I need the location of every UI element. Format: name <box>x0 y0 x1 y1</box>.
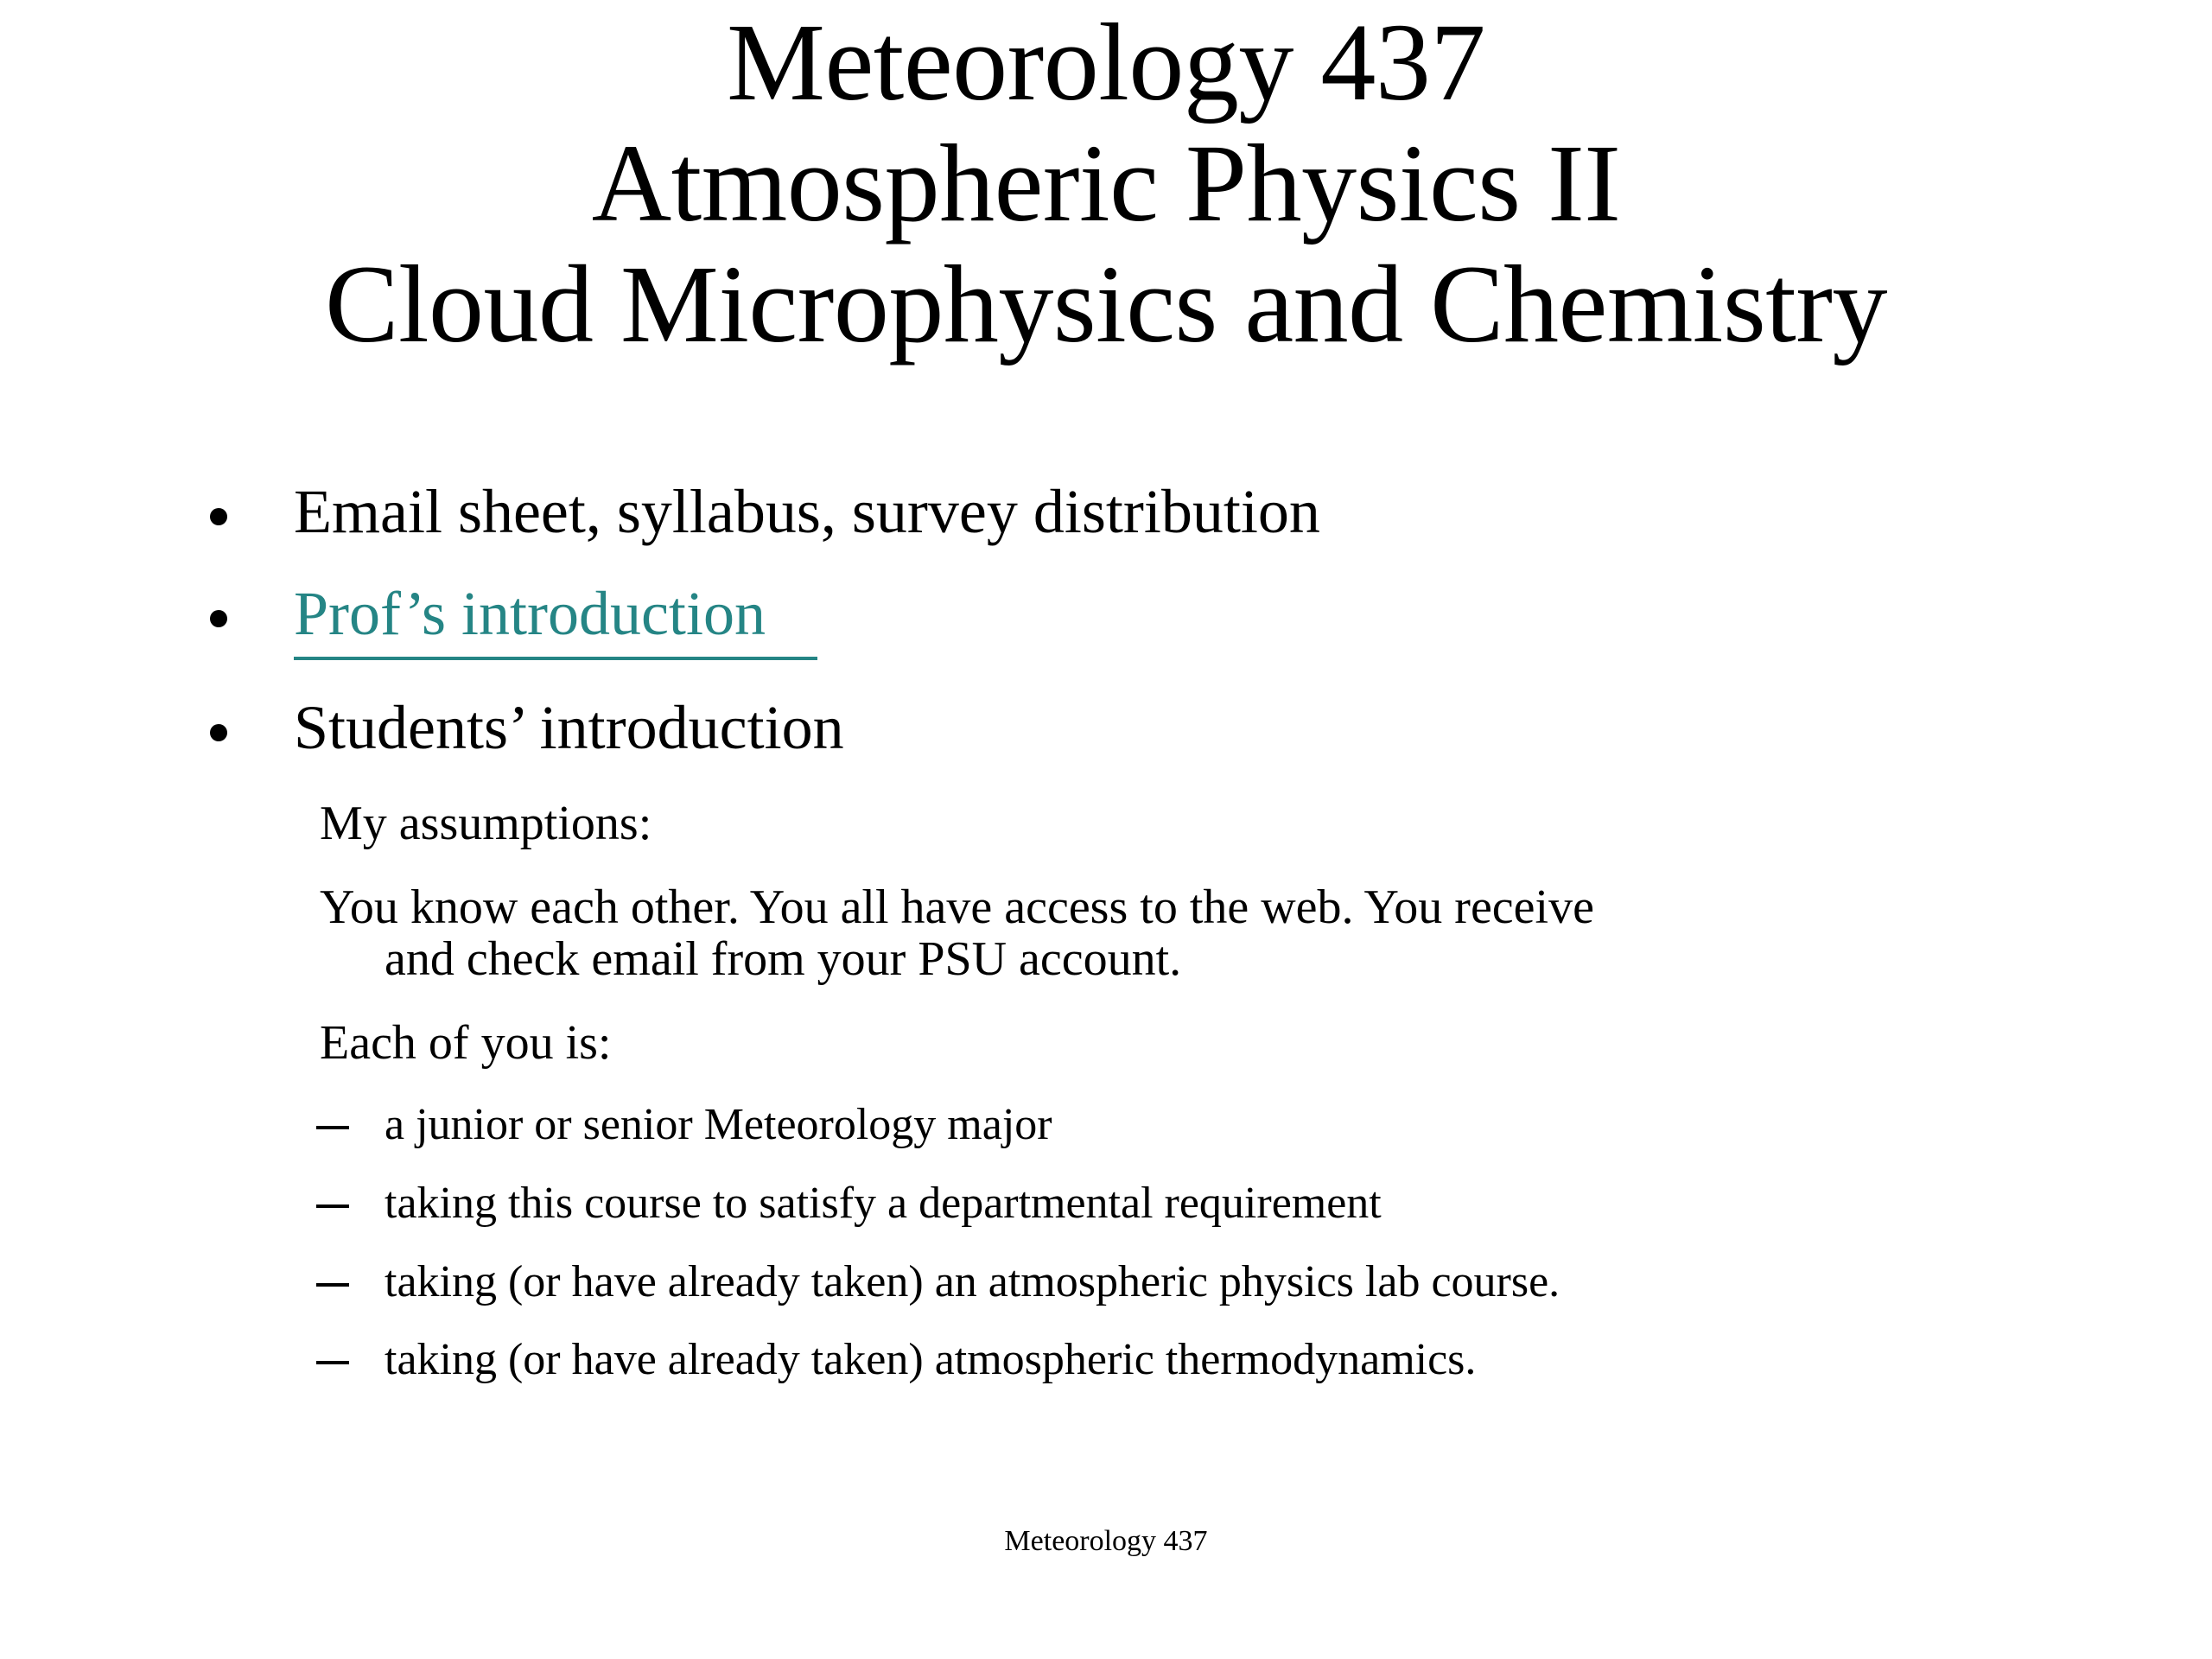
dash-bullet-icon <box>316 1205 349 1208</box>
each-of-you-heading: Each of you is: <box>320 1016 612 1071</box>
dash-label-requirement: taking this course to satisfy a departmental requirement <box>385 1179 1382 1229</box>
assumptions-body <box>0 882 2212 985</box>
list-item-lab-course <box>0 1256 2212 1306</box>
bullet-label-students-introduction: Students’ introduction <box>294 693 844 762</box>
list-item-profs-introduction[interactable] <box>0 579 2212 660</box>
hyperlink-profs-introduction[interactable]: Prof’s introduction <box>294 582 817 660</box>
slide-title <box>0 1 2212 365</box>
bullet-label-email-sheet: Email sheet, syllabus, survey distribution <box>294 477 1320 546</box>
list-item-students-introduction <box>0 693 2212 762</box>
dash-label-major: a junior or senior Meteorology major <box>385 1100 1052 1150</box>
bullet-dot-icon <box>210 610 227 627</box>
dash-bullet-icon <box>316 1283 349 1287</box>
assumptions-body-line-2: and check email from your PSU account. <box>385 931 1182 986</box>
list-item-email-sheet <box>0 477 2212 546</box>
slide-footer: Meteorology 437 <box>1004 1525 1208 1557</box>
dash-bullet-icon <box>316 1361 349 1364</box>
dash-label-lab-course: taking (or have already taken) an atmospheric physics lab course. <box>385 1256 1560 1306</box>
slide-body <box>0 477 2212 1385</box>
dash-bullet-icon <box>316 1126 349 1129</box>
assumptions-heading: My assumptions: <box>320 797 652 850</box>
dash-label-thermodynamics: taking (or have already taken) atmospheric thermodynamics. <box>385 1335 1477 1385</box>
assumptions-body-line-1: You know each other. You all have access to the web. You receive <box>320 880 1594 935</box>
top-level-bullet-list <box>0 477 2212 762</box>
list-item-thermodynamics <box>0 1337 2212 1384</box>
list-item-requirement <box>0 1180 2212 1228</box>
dash-bullet-list <box>0 1102 2212 1383</box>
list-item-major <box>0 1102 2212 1149</box>
title-line-1: Meteorology 437 <box>727 1 1485 124</box>
title-line-3: Cloud Microphysics and Chemistry <box>325 243 1887 365</box>
title-line-2: Atmospheric Physics II <box>591 122 1621 245</box>
bullet-dot-icon <box>210 508 227 525</box>
bullet-dot-icon <box>210 724 227 741</box>
sub-content-block <box>0 798 2212 1384</box>
